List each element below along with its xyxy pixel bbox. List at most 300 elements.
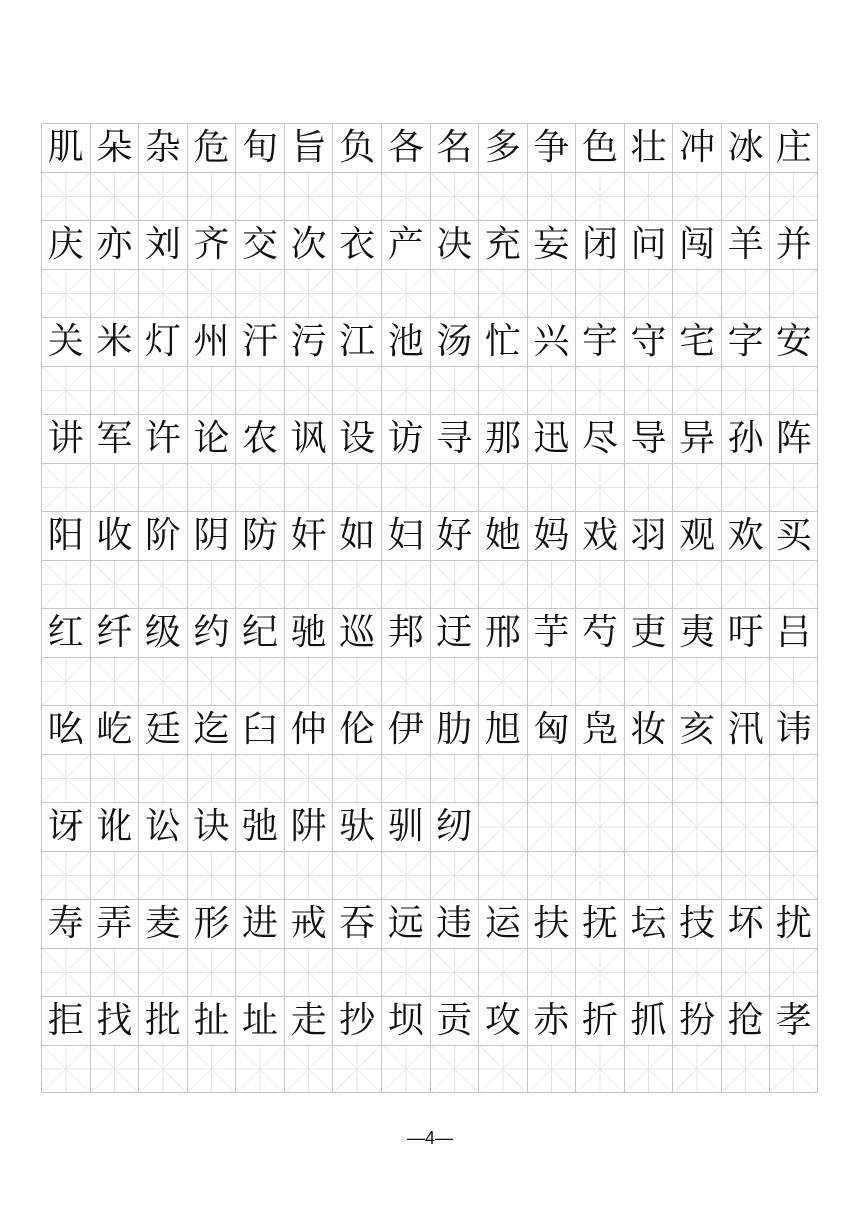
hanzi-character: 迅 <box>528 415 576 463</box>
practice-grid-cell <box>527 560 576 609</box>
hanzi-character: 约 <box>188 609 236 657</box>
hanzi-character: 军 <box>91 415 139 463</box>
practice-grid-cell <box>332 657 381 706</box>
character-row <box>41 802 818 851</box>
grid-row-group <box>41 802 818 899</box>
character-cell <box>672 511 721 560</box>
practice-grid-cell <box>138 657 187 706</box>
empty-grid-cell <box>769 802 818 851</box>
hanzi-character: 许 <box>139 415 187 463</box>
practice-grid-cell <box>381 851 430 900</box>
character-cell <box>672 317 721 366</box>
practice-row <box>41 948 818 997</box>
hanzi-character: 扮 <box>673 997 721 1045</box>
hanzi-character: 纫 <box>431 803 479 851</box>
character-cell <box>575 705 624 754</box>
practice-grid-cell <box>575 172 624 221</box>
character-cell <box>90 802 139 851</box>
practice-grid-cell <box>478 172 527 221</box>
practice-grid-cell <box>90 948 139 997</box>
hanzi-character: 观 <box>673 512 721 560</box>
hanzi-character: 如 <box>333 512 381 560</box>
practice-grid-cell <box>624 657 673 706</box>
hanzi-character: 刘 <box>139 221 187 269</box>
practice-grid-cell <box>478 754 527 803</box>
practice-grid-cell <box>187 851 236 900</box>
character-cell <box>575 899 624 948</box>
hanzi-character: 拒 <box>42 997 90 1045</box>
character-cell <box>575 996 624 1045</box>
hanzi-character: 她 <box>479 512 527 560</box>
hanzi-character: 找 <box>91 997 139 1045</box>
character-cell <box>527 123 576 172</box>
practice-grid-cell <box>90 172 139 221</box>
character-cell <box>187 899 236 948</box>
grid-row-group <box>41 996 818 1093</box>
character-cell <box>187 511 236 560</box>
hanzi-character: 旨 <box>285 124 333 172</box>
hanzi-character: 技 <box>673 900 721 948</box>
practice-grid-cell <box>332 560 381 609</box>
hanzi-character: 址 <box>236 997 284 1045</box>
character-cell <box>138 705 187 754</box>
character-cell <box>235 802 284 851</box>
character-cell <box>284 608 333 657</box>
practice-grid-cell <box>527 172 576 221</box>
hanzi-character: 色 <box>576 124 624 172</box>
hanzi-character: 形 <box>188 900 236 948</box>
character-row <box>41 996 818 1045</box>
practice-grid-cell <box>138 851 187 900</box>
hanzi-character: 吕 <box>770 609 817 657</box>
practice-grid-cell <box>41 754 90 803</box>
character-cell <box>138 220 187 269</box>
character-cell <box>138 123 187 172</box>
character-cell <box>41 220 90 269</box>
character-cell <box>284 220 333 269</box>
character-cell <box>332 511 381 560</box>
practice-grid-cell <box>41 463 90 512</box>
character-row <box>41 608 818 657</box>
practice-grid-cell <box>284 754 333 803</box>
hanzi-character: 名 <box>431 124 479 172</box>
hanzi-character: 走 <box>285 997 333 1045</box>
practice-grid-cell <box>187 657 236 706</box>
character-cell <box>187 220 236 269</box>
hanzi-character: 肋 <box>431 706 479 754</box>
hanzi-character: 充 <box>479 221 527 269</box>
character-cell <box>430 220 479 269</box>
practice-grid-cell <box>672 754 721 803</box>
hanzi-character: 庆 <box>42 221 90 269</box>
practice-grid-cell <box>575 366 624 415</box>
character-cell <box>478 996 527 1045</box>
practice-grid-cell <box>478 851 527 900</box>
character-cell <box>624 123 673 172</box>
hanzi-character: 仲 <box>285 706 333 754</box>
character-cell <box>575 123 624 172</box>
character-cell <box>90 996 139 1045</box>
hanzi-character: 抄 <box>333 997 381 1045</box>
character-cell <box>332 123 381 172</box>
practice-grid-cell <box>769 269 818 318</box>
practice-grid-cell <box>575 463 624 512</box>
practice-grid-cell <box>672 948 721 997</box>
character-row <box>41 511 818 560</box>
practice-grid-cell <box>672 269 721 318</box>
practice-grid-cell <box>332 1045 381 1094</box>
character-cell <box>478 608 527 657</box>
hanzi-character: 导 <box>625 415 673 463</box>
hanzi-character: 各 <box>382 124 430 172</box>
practice-grid-cell <box>430 754 479 803</box>
practice-grid-cell <box>721 269 770 318</box>
character-cell <box>138 899 187 948</box>
hanzi-character: 旬 <box>236 124 284 172</box>
practice-grid-cell <box>90 657 139 706</box>
hanzi-character: 冰 <box>722 124 770 172</box>
practice-grid-cell <box>187 172 236 221</box>
hanzi-character: 坛 <box>625 900 673 948</box>
hanzi-character: 设 <box>333 415 381 463</box>
practice-grid-cell <box>721 754 770 803</box>
character-cell <box>769 414 818 463</box>
hanzi-character: 次 <box>285 221 333 269</box>
character-cell <box>284 414 333 463</box>
practice-grid-cell <box>90 463 139 512</box>
hanzi-character: 论 <box>188 415 236 463</box>
character-cell <box>624 317 673 366</box>
character-cell <box>381 705 430 754</box>
practice-grid-cell <box>769 948 818 997</box>
character-cell <box>235 414 284 463</box>
hanzi-character: 凫 <box>576 706 624 754</box>
character-cell <box>672 899 721 948</box>
practice-grid-cell <box>624 754 673 803</box>
character-cell <box>624 608 673 657</box>
practice-grid-cell <box>381 1045 430 1094</box>
practice-row <box>41 1045 818 1094</box>
character-cell <box>527 608 576 657</box>
character-cell <box>769 220 818 269</box>
hanzi-character: 妇 <box>382 512 430 560</box>
hanzi-character: 攻 <box>479 997 527 1045</box>
hanzi-character: 伦 <box>333 706 381 754</box>
practice-row <box>41 657 818 706</box>
practice-grid-cell <box>769 172 818 221</box>
hanzi-character: 污 <box>285 318 333 366</box>
practice-grid-cell <box>478 366 527 415</box>
practice-grid-cell <box>41 366 90 415</box>
practice-grid-cell <box>235 463 284 512</box>
hanzi-character: 屹 <box>91 706 139 754</box>
practice-grid-cell <box>381 366 430 415</box>
hanzi-character: 弛 <box>236 803 284 851</box>
practice-grid-cell <box>672 657 721 706</box>
page-number: —4— <box>406 1128 453 1148</box>
character-cell <box>332 802 381 851</box>
hanzi-character: 冲 <box>673 124 721 172</box>
practice-grid-cell <box>672 560 721 609</box>
character-row <box>41 123 818 172</box>
hanzi-character: 妆 <box>625 706 673 754</box>
hanzi-character: 安 <box>770 318 817 366</box>
character-cell <box>721 317 770 366</box>
hanzi-character: 抓 <box>625 997 673 1045</box>
hanzi-character: 灯 <box>139 318 187 366</box>
practice-grid-cell <box>235 754 284 803</box>
hanzi-character: 迂 <box>431 609 479 657</box>
character-cell <box>430 414 479 463</box>
character-cell <box>478 123 527 172</box>
hanzi-character: 阴 <box>188 512 236 560</box>
character-cell <box>41 608 90 657</box>
practice-grid-cell <box>138 172 187 221</box>
practice-grid-cell <box>41 172 90 221</box>
character-cell <box>41 414 90 463</box>
practice-grid-cell <box>41 269 90 318</box>
practice-grid-cell <box>721 463 770 512</box>
practice-grid-cell <box>332 269 381 318</box>
hanzi-character: 讽 <box>285 415 333 463</box>
practice-grid-cell <box>138 463 187 512</box>
hanzi-character: 抚 <box>576 900 624 948</box>
practice-grid-cell <box>624 172 673 221</box>
practice-row <box>41 366 818 415</box>
character-cell <box>90 317 139 366</box>
character-cell <box>138 511 187 560</box>
practice-grid-cell <box>769 754 818 803</box>
hanzi-character: 宇 <box>576 318 624 366</box>
character-cell <box>381 996 430 1045</box>
character-cell <box>478 899 527 948</box>
practice-grid-cell <box>575 1045 624 1094</box>
hanzi-character: 夷 <box>673 609 721 657</box>
grid-row-group <box>41 414 818 511</box>
practice-grid-cell <box>478 269 527 318</box>
hanzi-character: 进 <box>236 900 284 948</box>
character-cell <box>769 511 818 560</box>
character-cell <box>672 220 721 269</box>
practice-grid-cell <box>430 463 479 512</box>
practice-grid-cell <box>721 366 770 415</box>
practice-row <box>41 851 818 900</box>
character-cell <box>332 705 381 754</box>
practice-grid-cell <box>575 851 624 900</box>
character-cell <box>527 996 576 1045</box>
hanzi-character: 朵 <box>91 124 139 172</box>
practice-grid-cell <box>769 657 818 706</box>
character-cell <box>235 317 284 366</box>
character-cell <box>624 899 673 948</box>
practice-grid-cell <box>235 948 284 997</box>
character-cell <box>332 317 381 366</box>
hanzi-character: 邦 <box>382 609 430 657</box>
hanzi-character: 亥 <box>673 706 721 754</box>
empty-grid-cell <box>624 802 673 851</box>
character-cell <box>769 899 818 948</box>
practice-grid-cell <box>332 172 381 221</box>
practice-grid-cell <box>624 851 673 900</box>
character-cell <box>187 996 236 1045</box>
practice-grid-cell <box>138 560 187 609</box>
character-cell <box>527 220 576 269</box>
hanzi-character: 交 <box>236 221 284 269</box>
hanzi-character: 吞 <box>333 900 381 948</box>
hanzi-character: 讹 <box>91 803 139 851</box>
practice-grid-cell <box>41 948 90 997</box>
character-cell <box>672 123 721 172</box>
character-cell <box>138 317 187 366</box>
practice-grid-cell <box>478 948 527 997</box>
hanzi-character: 肌 <box>42 124 90 172</box>
practice-grid-cell <box>624 366 673 415</box>
hanzi-character: 芍 <box>576 609 624 657</box>
hanzi-character: 问 <box>625 221 673 269</box>
character-cell <box>187 317 236 366</box>
practice-grid-cell <box>41 1045 90 1094</box>
character-cell <box>430 996 479 1045</box>
practice-grid-cell <box>769 560 818 609</box>
practice-grid-cell <box>138 754 187 803</box>
character-cell <box>721 414 770 463</box>
hanzi-character: 戏 <box>576 512 624 560</box>
practice-grid-cell <box>575 948 624 997</box>
character-cell <box>527 317 576 366</box>
practice-grid-cell <box>90 1045 139 1094</box>
practice-row <box>41 754 818 803</box>
hanzi-character: 产 <box>382 221 430 269</box>
character-cell <box>527 899 576 948</box>
character-cell <box>478 705 527 754</box>
character-cell <box>624 220 673 269</box>
character-cell <box>284 899 333 948</box>
hanzi-character: 危 <box>188 124 236 172</box>
practice-grid-cell <box>527 1045 576 1094</box>
character-cell <box>90 608 139 657</box>
practice-grid-cell <box>721 657 770 706</box>
character-cell <box>430 123 479 172</box>
hanzi-character: 抢 <box>722 997 770 1045</box>
practice-grid-cell <box>672 851 721 900</box>
practice-grid-cell <box>381 754 430 803</box>
practice-grid-cell <box>235 1045 284 1094</box>
practice-grid-cell <box>187 948 236 997</box>
hanzi-character: 阵 <box>770 415 817 463</box>
practice-grid-cell <box>721 948 770 997</box>
character-cell <box>381 123 430 172</box>
practice-grid-cell <box>284 463 333 512</box>
character-row <box>41 705 818 754</box>
character-practice-grid <box>41 123 818 1093</box>
character-cell <box>527 511 576 560</box>
hanzi-character: 赤 <box>528 997 576 1045</box>
empty-grid-cell <box>527 802 576 851</box>
practice-grid-cell <box>624 560 673 609</box>
hanzi-character: 戒 <box>285 900 333 948</box>
practice-grid-cell <box>478 657 527 706</box>
practice-grid-cell <box>284 560 333 609</box>
hanzi-character: 驯 <box>382 803 430 851</box>
hanzi-character: 忙 <box>479 318 527 366</box>
hanzi-character: 诀 <box>188 803 236 851</box>
hanzi-character: 折 <box>576 997 624 1045</box>
hanzi-character: 多 <box>479 124 527 172</box>
grid-row-group <box>41 511 818 608</box>
hanzi-character: 批 <box>139 997 187 1045</box>
practice-grid-cell <box>235 851 284 900</box>
character-cell <box>138 996 187 1045</box>
character-cell <box>187 705 236 754</box>
hanzi-character: 闭 <box>576 221 624 269</box>
hanzi-character: 防 <box>236 512 284 560</box>
practice-grid-cell <box>769 366 818 415</box>
character-cell <box>769 996 818 1045</box>
practice-row <box>41 172 818 221</box>
hanzi-character: 宅 <box>673 318 721 366</box>
hanzi-character: 阶 <box>139 512 187 560</box>
character-cell <box>478 317 527 366</box>
practice-grid-cell <box>138 269 187 318</box>
practice-grid-cell <box>235 269 284 318</box>
character-cell <box>575 608 624 657</box>
hanzi-character: 驰 <box>285 609 333 657</box>
character-cell <box>430 608 479 657</box>
practice-grid-cell <box>138 948 187 997</box>
character-row <box>41 414 818 463</box>
practice-grid-cell <box>284 172 333 221</box>
hanzi-character: 吏 <box>625 609 673 657</box>
character-cell <box>672 996 721 1045</box>
hanzi-character: 闯 <box>673 221 721 269</box>
practice-grid-cell <box>332 366 381 415</box>
hanzi-character: 邢 <box>479 609 527 657</box>
hanzi-character: 麦 <box>139 900 187 948</box>
practice-grid-cell <box>187 463 236 512</box>
grid-row-group <box>41 899 818 996</box>
practice-grid-cell <box>187 269 236 318</box>
character-cell <box>478 511 527 560</box>
hanzi-character: 纤 <box>91 609 139 657</box>
character-cell <box>41 705 90 754</box>
character-cell <box>235 511 284 560</box>
character-cell <box>721 996 770 1045</box>
character-cell <box>430 802 479 851</box>
character-cell <box>90 705 139 754</box>
practice-grid-cell <box>527 463 576 512</box>
character-cell <box>721 899 770 948</box>
practice-grid-cell <box>575 269 624 318</box>
character-cell <box>41 123 90 172</box>
practice-grid-cell <box>235 172 284 221</box>
practice-grid-cell <box>769 1045 818 1094</box>
grid-row-group <box>41 220 818 317</box>
practice-grid-cell <box>527 269 576 318</box>
character-cell <box>90 123 139 172</box>
character-cell <box>187 414 236 463</box>
practice-grid-cell <box>381 463 430 512</box>
hanzi-character: 臼 <box>236 706 284 754</box>
hanzi-character: 阳 <box>42 512 90 560</box>
practice-grid-cell <box>575 754 624 803</box>
character-cell <box>624 414 673 463</box>
empty-grid-cell <box>721 802 770 851</box>
hanzi-character: 吆 <box>42 706 90 754</box>
character-cell <box>769 317 818 366</box>
practice-grid-cell <box>187 754 236 803</box>
practice-grid-cell <box>430 269 479 318</box>
hanzi-character: 运 <box>479 900 527 948</box>
